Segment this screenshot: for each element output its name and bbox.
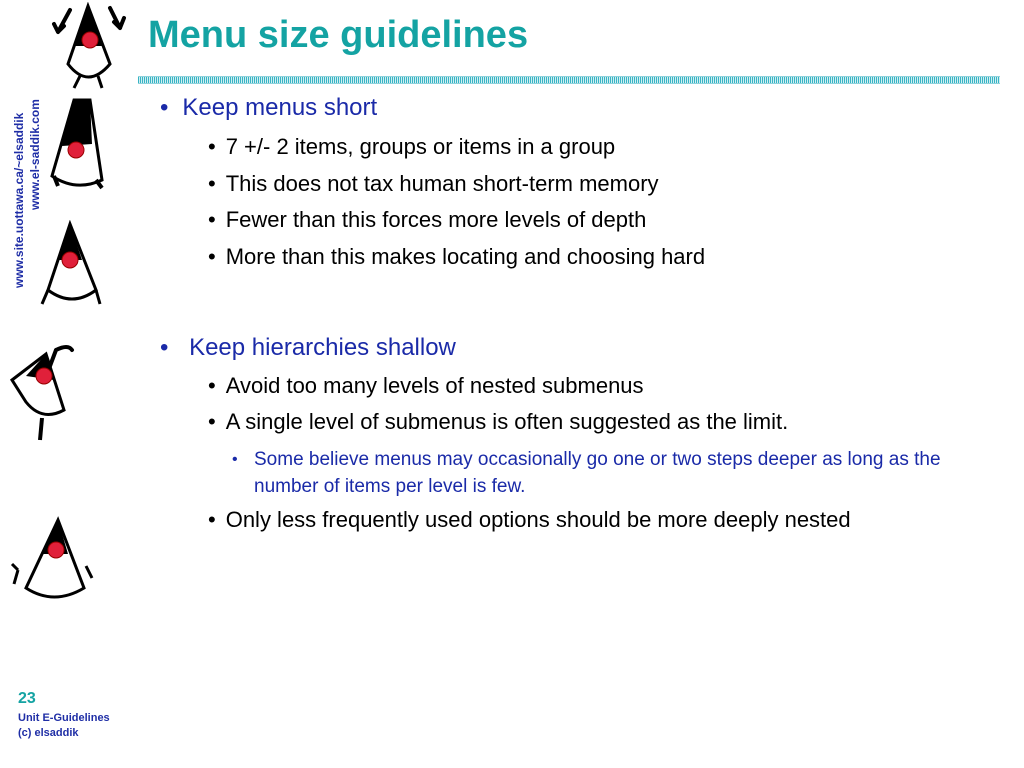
page-number: 23 — [18, 690, 36, 707]
bullet-l2: • — [208, 373, 216, 398]
title-divider — [138, 76, 1000, 84]
bullet-l2: • — [208, 244, 216, 269]
item-text: Fewer than this forces more levels of depth — [225, 207, 647, 232]
heading-keep-hierarchies-shallow: Keep hierarchies shallow — [182, 334, 456, 361]
duke-mascot-5 — [8, 516, 98, 606]
list-item-3 — [208, 207, 646, 233]
duke-mascot-1 — [40, 2, 136, 94]
bullet-l1-2: • — [160, 334, 169, 361]
list-item-2 — [208, 171, 659, 197]
bullet-l2: • — [208, 207, 216, 232]
section-heading-2 — [160, 334, 456, 362]
duke-mascot-4 — [6, 340, 86, 450]
list-item-6 — [208, 409, 788, 435]
bullet-l2: • — [208, 171, 216, 196]
item-text: 7 +/- 2 items, groups or items in a group — [225, 134, 616, 159]
slide-title: Menu size guidelines — [148, 14, 529, 56]
bullet-l3: • — [232, 451, 238, 468]
sub-note — [232, 446, 994, 500]
section-heading-1 — [160, 94, 377, 122]
sub-note-text: Some believe menus may occasionally go one or two steps deeper as long as the number of items per level is few. — [254, 449, 941, 497]
item-text: More than this makes locating and choosing hard — [225, 244, 706, 269]
item-text: Only less frequently used options should be more deeply nested — [225, 507, 851, 532]
bullet-l2: • — [208, 134, 216, 159]
duke-mascot-3 — [36, 220, 116, 310]
footer-unit: Unit E-Guidelines — [18, 712, 110, 724]
bullet-l2: • — [208, 507, 216, 532]
footer-copyright: (c) elsaddik — [18, 727, 79, 739]
heading-keep-menus-short: Keep menus short — [182, 94, 378, 121]
side-url-site: www.site.uottawa.ca/~elsaddik — [12, 112, 26, 288]
list-item-1 — [208, 134, 615, 160]
list-item-7 — [208, 507, 851, 533]
item-text: A single level of submenus is often suggested as the limit. — [225, 409, 789, 434]
side-url-home: www.el-saddik.com — [28, 99, 42, 210]
bullet-l1-1: • — [160, 94, 169, 121]
item-text: Avoid too many levels of nested submenus — [225, 373, 644, 398]
duke-mascot-2 — [40, 96, 136, 192]
list-item-4 — [208, 244, 705, 270]
bullet-l2: • — [208, 409, 216, 434]
item-text: This does not tax human short-term memory — [225, 171, 659, 196]
list-item-5 — [208, 373, 644, 399]
